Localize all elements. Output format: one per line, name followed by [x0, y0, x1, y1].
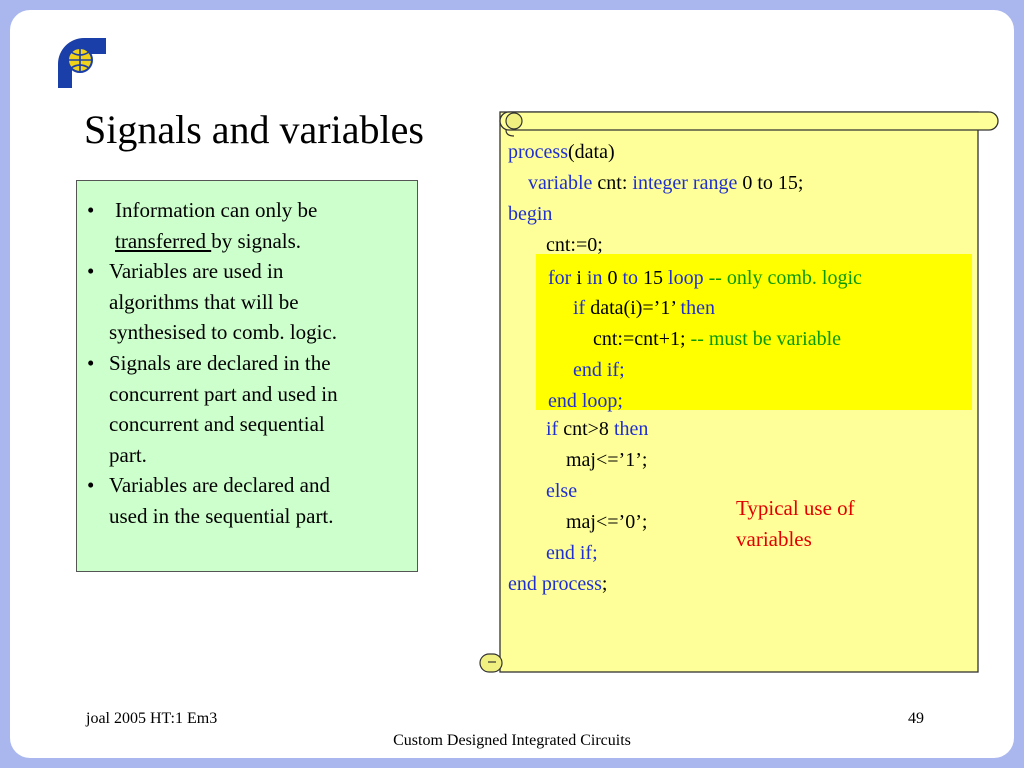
code-text: cnt: — [592, 172, 633, 194]
bullet-text: by signals. — [211, 228, 302, 253]
bullet-dot: • — [87, 198, 95, 222]
footer-author: joal 2005 HT:1 Em3 — [86, 710, 218, 727]
keyword: integer range — [632, 172, 738, 194]
code-line: end if; — [546, 542, 598, 564]
code-text: 15 — [638, 267, 669, 289]
page-number: 49 — [908, 710, 924, 727]
bullet-text: concurrent part and used in — [109, 381, 338, 406]
bullet-item — [87, 348, 338, 470]
bullet-item — [87, 195, 318, 256]
code-line — [528, 168, 803, 199]
underlined-word: transferred — [115, 228, 212, 253]
keyword: process — [508, 141, 568, 163]
code-text: cnt:=cnt+1; — [593, 328, 691, 350]
bullet-text: Signals are declared in the — [109, 351, 331, 375]
bullet-item — [87, 256, 338, 348]
note-line: variables — [736, 526, 812, 551]
bullet-text: part. — [109, 442, 147, 467]
bullet-text: Variables are declared and — [109, 473, 330, 497]
keyword: to — [622, 267, 639, 289]
bullet-text: synthesised to comb. logic. — [109, 320, 338, 344]
code-line: maj<=’1’; — [566, 449, 648, 471]
code-line: cnt:=0; — [546, 234, 603, 256]
code-line — [546, 414, 648, 445]
university-logo-icon — [54, 36, 110, 92]
keyword: then — [613, 418, 649, 440]
code-text: 0 to 15; — [737, 172, 804, 194]
code-line: end loop; — [548, 390, 623, 412]
keyword: if — [573, 297, 586, 319]
bullet-dot: • — [87, 473, 95, 497]
code-line: end if; — [573, 359, 625, 381]
code-text: 0 — [602, 267, 623, 289]
annotation-note — [736, 493, 855, 554]
bullet-dot: • — [87, 351, 95, 375]
bullet-dot: • — [87, 259, 95, 283]
bullet-item — [87, 470, 334, 531]
code-line: else — [546, 480, 578, 502]
slide — [10, 10, 1014, 758]
bullet-text: algorithms that will be — [109, 289, 299, 314]
code-text: (data) — [567, 141, 615, 163]
code-text: i — [571, 267, 587, 289]
code-line — [548, 263, 862, 294]
keyword: for — [548, 267, 572, 289]
bullet-box — [76, 180, 418, 572]
bullet-text: used in the sequential part. — [109, 503, 334, 528]
code-text: data(i)=’1’ — [585, 297, 681, 319]
keyword: variable — [528, 172, 593, 194]
bullet-text: Variables are used in — [109, 259, 284, 283]
code-line — [573, 293, 715, 324]
code-text: ; — [601, 573, 608, 595]
bullet-text: concurrent and sequential — [109, 412, 325, 436]
comment: -- only comb. logic — [703, 267, 862, 289]
code-text: cnt>8 — [558, 418, 614, 440]
keyword: then — [680, 297, 715, 319]
keyword: end process — [508, 573, 602, 595]
code-line — [508, 137, 615, 168]
code-line — [593, 324, 841, 355]
keyword: in — [586, 267, 603, 289]
comment: -- must be variable — [690, 328, 842, 350]
bullet-text: Information can only be — [115, 198, 318, 222]
footer-course: Custom Designed Integrated Circuits — [393, 732, 631, 749]
code-line: begin — [508, 203, 553, 225]
keyword: loop — [668, 267, 704, 289]
code-line: maj<=’0’; — [566, 511, 648, 533]
note-line: Typical use of — [736, 496, 855, 520]
slide-title: Signals and variables — [84, 107, 424, 152]
code-line — [508, 569, 607, 600]
keyword: if — [546, 418, 559, 440]
